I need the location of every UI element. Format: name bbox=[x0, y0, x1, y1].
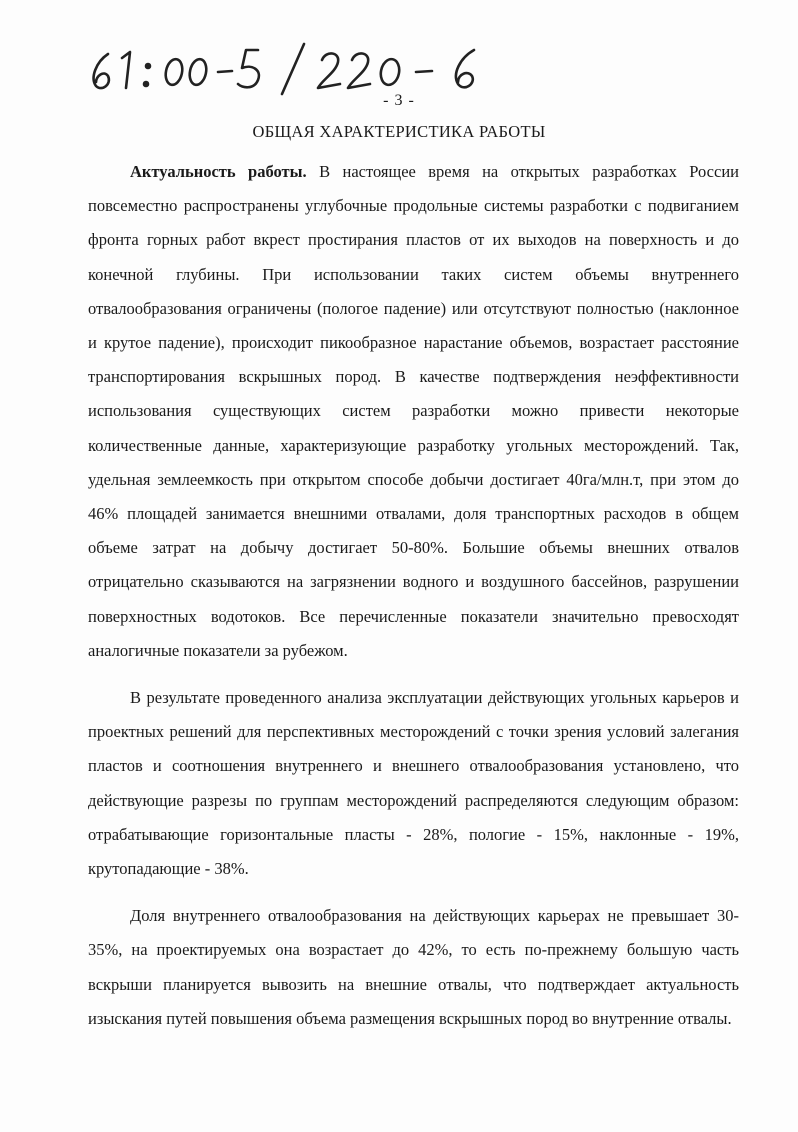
body-text bbox=[88, 155, 739, 1036]
paragraph-text: Доля внутреннего отвалообразования на действующих карьерах не превышает 30-35%, на проектируемых она возрастает до 42%, то есть по-прежнему большую часть вскрыши планируется вывозить на внешние отвалы, что подтверждает актуальность изыскания путей повышения объема размещения вскрышных пород во внутренние отвалы. bbox=[88, 906, 739, 1028]
paragraph-text: В настоящее время на открытых разработках России повсеместно распространены углубочные продольные системы разработки с подвиганием фронта горных работ вкрест простирания пластов от их выходов на поверхность и до конечной глубины. При использовании таких систем объемы внутреннего отвалообразования ограничены (пологое падение) или отсутствуют полностью (наклонное и крутое падение), происходит пикообразное нарастание объемов, возрастает расстояние транспортирования вскрышных пород. В качестве подтверждения неэффективности использования существующих систем разработки можно привести некоторые количественные данные, характеризующие разработку угольных месторождений. Так, удельная землеемкость при открытом способе добычи достигает 40га/млн.т, при этом до 46% площадей занимается внешними отвалами, доля транспортных расходов в общем объеме затрат на добычу достигает 50-80%. Большие объемы внешних отвалов отрицательно сказываются на загрязнении водного и воздушного бассейнов, разрушении поверхностных водотоков. Все перечисленные показатели значительно превосходят аналогичные показатели за рубежом. bbox=[88, 162, 739, 660]
paragraph-internal-dumping bbox=[88, 899, 739, 1036]
paragraph-analysis bbox=[88, 681, 739, 886]
page-number: - 3 - bbox=[383, 92, 415, 109]
paragraph-lead: Актуальность работы. bbox=[130, 162, 307, 181]
handwritten-code-drawing bbox=[86, 40, 526, 96]
section-title: ОБЩАЯ ХАРАКТЕРИСТИКА РАБОТЫ bbox=[252, 122, 546, 141]
paragraph-relevance bbox=[88, 155, 739, 668]
paragraph-text: В результате проведенного анализа эксплуатации действующих угольных карьеров и проектных решений для перспективных месторождений с точки зрения условий залегания пластов и соотношения внутреннего и внешнего отвалообразования установлено, что действующие разрезы по группам месторождений распределяются следующим образом: отрабатывающие горизонтальные пласты - 28%, пологие - 15%, наклонные - 19%, крутопадающие - 38%. bbox=[88, 688, 739, 879]
handwritten-archive-code bbox=[86, 40, 526, 96]
